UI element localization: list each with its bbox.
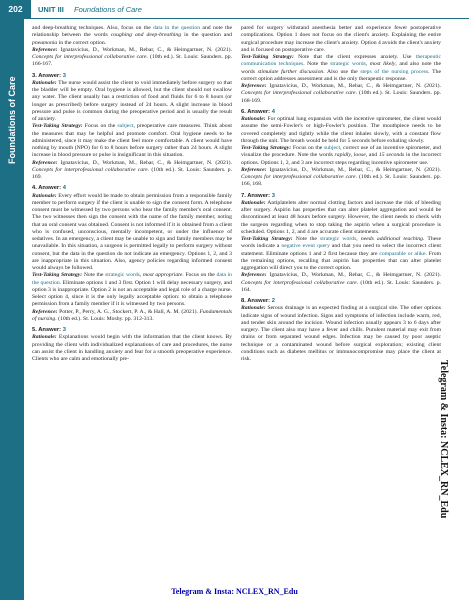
strategy: Test-Taking Strategy: Focus on the subject, correct use of an incentive spirometer, and visualize the procedure. Note the words rapidly, loose, and 15 seconds in the incorrect options. Options 1, 2, and 3 are incorrect steps regarding incentive spirometer use. <box>241 145 441 166</box>
rationale: Rationale: Explanations would begin with the information that the client knows. By providing the client with individualized explanations of care and procedures, the nurse can assist the client in handling anxiety and fear for a smooth preoperative experience. Clients who are calm and emotionally pre- <box>32 334 232 362</box>
unit-label: UNIT III <box>38 5 64 14</box>
answer-heading: 5. Answer: 3 <box>32 327 66 333</box>
rationale: Rationale: The nurse would assist the client to void immediately before surgery so that the bladder will be empty. Oral hygiene is allowed, but the client should not swallow any water. The client usually has a restriction of food and fluids for 6 to 8 hours (or longer as prescribed) before surgery instead of 24 hours. A slight increase in blood pressure and pulse is common during the preoperative period and is usually the result of anxiety. <box>32 79 232 122</box>
strategy: Test-Taking Strategy: Note the strategic words, needs additional teaching. These words indicate a negative event query and that you need to select the incorrect client statement. Eliminate options 1 and 2 first because they are comparable or alike. From the remaining options, recalling that aspirin has properties that can alter platelet aggregation will direct you to the correct option. <box>241 236 442 271</box>
paragraph: pared for surgery withstand anesthesia better and experience fewer postoperative complications. Option 1 does not focus on the client's anxiety. Explaining the entire surgical procedure may increase the client's anxiety. Option 4 avoids the client's anxiety and is focused on postoperative care. <box>241 25 441 53</box>
strategy: Test-Taking Strategy: Note the strategic words, most appropriate. Focus on the data in the question. Eliminate options 1 and 3 first. Option 1 will delay necessary surgery, and option 3 is inappropriate. Option 2 is not an acceptable and legal role of a charge nurse. Select option 4, since it is the only legally acceptable option: to obtain a telephone permission from a family member if it is witnessed by two persons. <box>32 272 232 308</box>
rationale: Rationale: Serous drainage is an expected finding at a surgical site. The other options indicate signs of wound infection. Signs and symptoms of infection include warm, red, and tender skin around the incision. Wound infection usually appears 3 to 6 days after surgery. The client also may have a fever and chills. Purulent material may exit from drains or from separated wound edges. Infection may be caused by poor aseptic technique or a contaminated wound before surgical exploration; existing client conditions such as diabetes mellitus or immunocompromise may place the client at risk. <box>241 305 441 362</box>
header-rule <box>31 18 469 20</box>
answer-heading: 3. Answer: 3 <box>32 72 66 79</box>
rationale: Rationale: Every effort would be made to obtain permission from a responsible family member to perform surgery if the client is unable to sign the consent form. A telephone consent must be witnessed by two persons who hear the family member's oral consent. The two witnesses then sign the consent with the name of the family member, noting that an oral consent was obtained. Consent is not informed if it is obtained from a client who is confused, unconscious, mentally incompetent, or under the influence of sedatives. In an emergency, a client may be unable to sign and family members may be unavailable. In this situation, a surgeon is permitted legally to perform surgery without consent, but the data in the question do not indicate an emergency. Options 1, 2, and 3 are inappropriate in this situation. Also, agency policies regarding informed consent would always be followed. <box>32 192 232 271</box>
answer-heading: 6. Answer: 4 <box>241 108 275 115</box>
paragraph: and deep-breathing techniques. Also, focus on the data in the question and note the relationship between the words coughing and deep-breathing in the question and pneumonia in the correct option. <box>32 25 233 46</box>
reference: Reference: Potter, P., Perry, A. G., Stockert, P. A., & Hall, A. M. (2021). Fundamentals of nursing. (10th ed.). St. Louis: Mosby. pp. 312-313. <box>32 308 232 322</box>
strategy: Test-Taking Strategy: Focus on the subject, preoperative care measures. Think about the measures that may be helpful and promote comfort. Oral hygiene needs to be administered, since it may make the client feel more comfortable. A client would have nothing by mouth (NPO) for 6 to 8 hours before surgery rather than 24 hours. A slight increase in blood pressure or pulse is insignificant in this situation. <box>32 123 232 159</box>
page-header <box>0 0 469 19</box>
answer-heading: 4. Answer: 4 <box>32 185 66 192</box>
strategy: Test-Taking Strategy: Note that the client expresses anxiety. Use therapeutic communication techniques. Note the strategic words, most likely, and also note the words stimulate further discussion. Also use the steps of the nursing process. The correct option addresses assessment and is the only therapeutic response. <box>241 54 441 82</box>
rationale: Rationale: Antiplatelets alter normal clotting factors and increase the risk of bleeding after surgery. Aspirin has properties that can alter platelet aggregation and would be discontinued at least 48 hours before surgery. However, the client needs to check with the surgeon regarding when to stop taking the aspirin when a surgical procedure is scheduled. Options 1, 2, and 4 are accurate client statements. <box>241 199 441 235</box>
side-watermark: Telegram & Insta: NCLEX_RN_Edu <box>438 360 449 519</box>
reference: Reference: Ignatavicius, D., Workman, M., Rebar, C., & Heimgartner, N. (2021). Concepts for interprofessional collaborative care. (10th ed.). St. Louis: Saunders. pp. 166, 168. <box>241 166 441 188</box>
sidebar-tab <box>0 19 24 600</box>
footer-link[interactable]: Telegram & Insta: NCLEX_RN_Edu <box>171 587 298 596</box>
reference: Reference: Ignatavicius, D., Workman, M., Rebar, C., & Heimgartner, N. (2021). Concepts for interprofessional collaborative care. (10th ed.). St. Louis: Saunders. pp. 166-167. <box>32 46 232 68</box>
running-title: Foundations of Care <box>74 5 142 14</box>
right-column <box>241 25 441 363</box>
sidebar-label: Foundations of Care <box>7 76 17 164</box>
left-column <box>32 25 232 363</box>
reference: Reference: Ignatavicius, D., Workman, M., Rebar, C., & Heimgartner, N. (2021). Concepts for interprofessional collaborative care. (10th ed.). St. Louis: Saunders. pp. 168-169. <box>241 83 441 104</box>
reference: Reference: Ignatavicius, D., Workman, M., Rebar, C., & Heimgartner, N. (2021). Concepts for interprofessional collaborative care. (10th ed.). St. Louis: Saunders. p. 164. <box>241 272 441 293</box>
reference: Reference: Ignatavicius, D., Workman, M., Rebar, C., & Heimgartner, N. (2021). Concepts for interprofessional collaborative care. (10th ed.). St. Louis: Saunders. p. 169. <box>32 159 232 180</box>
answer-heading: 7. Answer: 3 <box>241 192 275 199</box>
rationale: Rationale: For optimal lung expansion with the incentive spirometer, the client would assume the semi-Fowler's or high-Fowler's position. The mouthpiece needs to be covered completely and tightly while the client inhales slowly, with a constant flow through the unit. The breath would be held for 5 seconds before exhaling slowly. <box>241 116 441 144</box>
page-number: 202 <box>0 0 31 19</box>
answer-heading: 8. Answer: 2 <box>241 298 275 304</box>
